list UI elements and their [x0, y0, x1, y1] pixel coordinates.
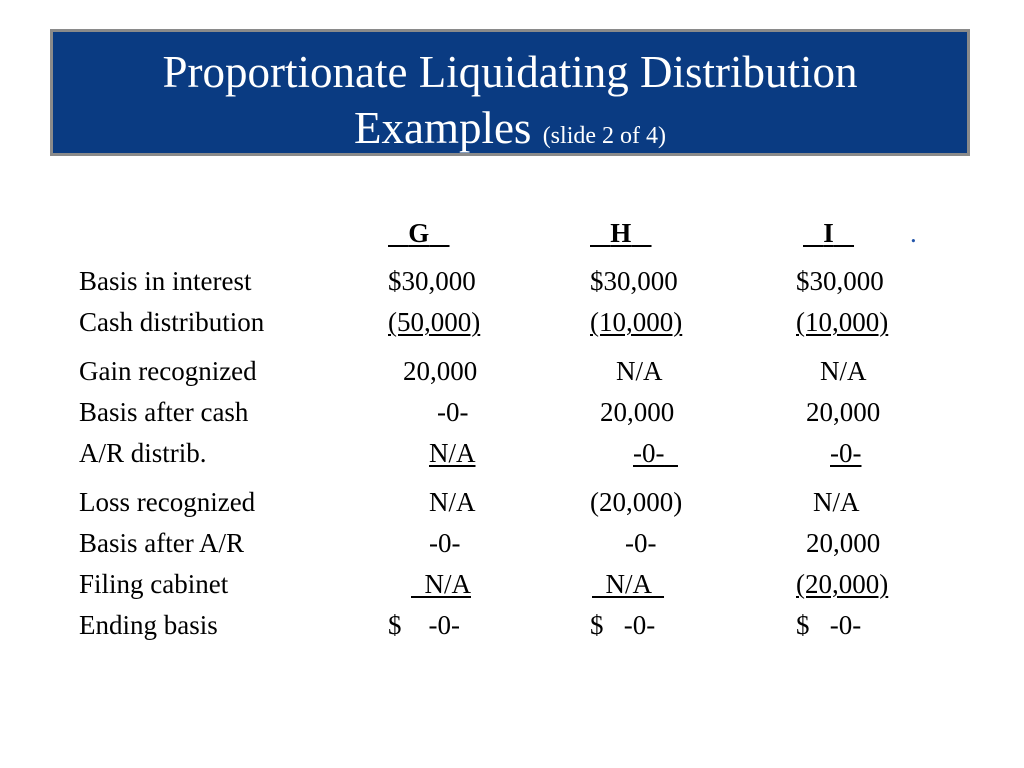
cell-h-gain-recognized: N/A	[616, 356, 663, 386]
cell-h-ending-basis: $ -0-	[590, 610, 656, 640]
cell-g-gain-recognized: 20,000	[403, 356, 478, 386]
cell-g-cash-distribution: (50,000)	[388, 307, 481, 337]
row-label-basis-in-interest: Basis in interest	[79, 266, 252, 296]
cell-i-loss-recognized: N/A	[813, 487, 860, 517]
cell-g-basis-after-cash: -0-	[437, 397, 469, 427]
cell-h-ar-distrib: -0-	[633, 438, 665, 468]
slide-title-line2-text: Examples	[353, 103, 532, 153]
row-label-loss-recognized: Loss recognized	[79, 487, 256, 517]
row-label-basis-after-ar: Basis after A/R	[79, 528, 244, 558]
cell-g-loss-recognized: N/A	[429, 487, 476, 517]
title-banner	[50, 29, 970, 156]
cell-i-ending-basis: $ -0-	[796, 610, 862, 640]
cell-h-basis-in-interest: $30,000	[590, 266, 678, 296]
slide-title-line1: Proportionate Liquidating Distribution	[162, 47, 858, 97]
cell-g-ar-distrib: N/A	[429, 438, 476, 468]
cell-g-filing-cabinet: N/A	[424, 569, 471, 599]
cell-i-filing-cabinet: (20,000)	[796, 569, 889, 599]
slide-subtitle: (slide 2 of 4)	[542, 123, 666, 149]
trailing-mark: .	[910, 218, 917, 248]
row-label-basis-after-cash: Basis after cash	[79, 397, 249, 427]
column-header-h: H	[610, 218, 632, 248]
cell-h-basis-after-cash: 20,000	[600, 397, 675, 427]
row-label-gain-recognized: Gain recognized	[79, 356, 257, 386]
cell-i-ar-distrib: -0-	[830, 438, 862, 468]
row-label-filing-cabinet: Filing cabinet	[79, 569, 229, 599]
slide-title-line2	[53, 102, 967, 162]
cell-i-basis-after-cash: 20,000	[806, 397, 881, 427]
cell-g-basis-in-interest: $30,000	[388, 266, 476, 296]
row-label-cash-distribution: Cash distribution	[79, 307, 265, 337]
cell-g-basis-after-ar: -0-	[429, 528, 461, 558]
cell-i-basis-after-ar: 20,000	[806, 528, 881, 558]
column-header-g: G	[408, 218, 430, 248]
row-label-ending-basis: Ending basis	[79, 610, 218, 640]
cell-i-cash-distribution: (10,000)	[796, 307, 889, 337]
cell-h-loss-recognized: (20,000)	[590, 487, 683, 517]
column-header-i: I	[823, 218, 834, 248]
cell-g-ending-basis: $ -0-	[388, 610, 460, 640]
cell-h-cash-distribution: (10,000)	[590, 307, 683, 337]
cell-h-filing-cabinet: N/A	[605, 569, 651, 599]
cell-i-gain-recognized: N/A	[820, 356, 867, 386]
cell-i-basis-in-interest: $30,000	[796, 266, 884, 296]
cell-h-basis-after-ar: -0-	[625, 528, 657, 558]
row-label-ar-distrib: A/R distrib.	[79, 438, 207, 468]
